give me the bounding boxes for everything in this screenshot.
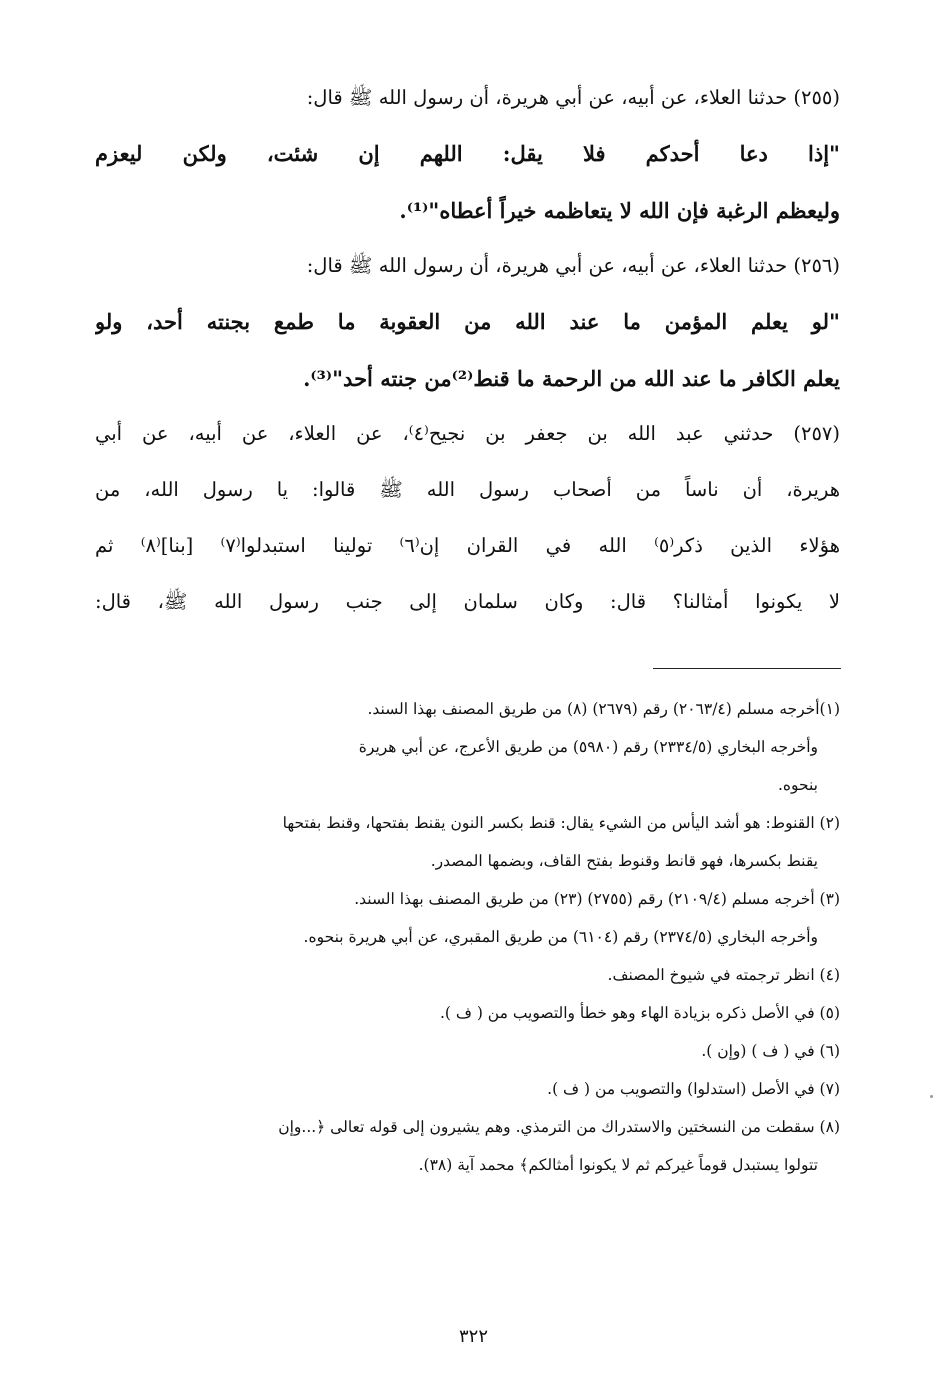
hadith-line: لا يكونوا أمثالنا؟ قال: وكان سلمان إلى جنب رسول الله ﷺ، قال: [95,590,840,613]
footnote-line: (٨) سقطت من النسختين والاستدراك من الترمذي. وهم يشيرون إلى قوله تعالى ﴿...وإن [278,1118,840,1136]
hadith-257 [95,406,840,630]
footnote-line: بنحوه. [777,776,818,794]
footnote-line: وأخرجه البخاري (٢٣٧٤/٥) رقم (٦١٠٤) من طريق المقبري، عن أبي هريرة بنحوه. [303,928,818,946]
footnote-line: (٥) في الأصل ذكره بزيادة الهاء وهو خطأ والتصويب من ( ف ). [439,1004,840,1022]
footnote-divider [653,668,841,669]
hadith-line: (٢٥٧) حدثني عبد الله بن جعفر بن نجيح⁽٤⁾، عن العلاء، عن أبيه، عن أبي [95,422,840,445]
footnote-line: تتولوا يستبدل قوماً غيركم ثم لا يكونوا أمثالكم﴾ محمد آية (٣٨). [418,1156,818,1174]
hadith-line: وليعظم الرغبة فإن الله لا يتعاظمه خيراً أعطاه"⁽¹⁾. [399,197,840,223]
footnote-line: (٦) في ( ف ) (وإن ). [701,1042,840,1060]
footnote-line: (١)أخرجه مسلم (٢٠٦٣/٤) رقم (٢٦٧٩) (٨) من طريق المصنف بهذا السند. [367,700,840,718]
footnotes [95,690,840,1184]
hadith-line: هريرة، أن ناساً من أصحاب رسول الله ﷺ قالوا: يا رسول الله، من [95,478,840,501]
hadith-256 [95,238,840,406]
footnote-line: (٧) في الأصل (استدلوا) والتصويب من ( ف ). [547,1080,840,1098]
hadith-line: (٢٥٦) حدثنا العلاء، عن أبيه، عن أبي هريرة، أن رسول الله ﷺ قال: [306,254,840,278]
scan-speck [930,1095,933,1098]
hadith-line: (٢٥٥) حدثنا العلاء، عن أبيه، عن أبي هريرة، أن رسول الله ﷺ قال: [306,86,840,110]
footnote-line: يقنط بكسرها، فهو قانط وقنوط بفتح القاف، وبضمها المصدر. [430,852,818,870]
footnote-line: (٤) انظر ترجمته في شيوخ المصنف. [607,966,840,984]
hadith-line: "لو يعلم المؤمن ما عند الله من العقوبة ما طمع بجنته أحد، ولو [95,309,840,334]
page-number: ٣٢٢ [458,1326,488,1347]
hadith-255 [95,70,840,238]
hadith-line: "إذا دعا أحدكم فلا يقل: اللهم إن شئت، ولكن ليعزم [95,141,840,166]
footnote-line: (٣) أخرجه مسلم (٢١٠٩/٤) رقم (٢٧٥٥) (٢٣) من طريق المصنف بهذا السند. [354,890,840,908]
hadith-line: هؤلاء الذين ذكر⁽٥⁾ الله في القران إن⁽٦⁾ تولينا استبدلوا⁽٧⁾ [بنا]⁽٨⁾ ثم [95,534,840,557]
hadith-line: يعلم الكافر ما عند الله من الرحمة ما قنط⁽²⁾من جنته أحد"⁽³⁾. [303,365,840,391]
footnote-line: وأخرجه البخاري (٢٣٣٤/٥) رقم (٥٩٨٠) من طريق الأعرج، عن أبي هريرة [358,738,818,756]
footnote-line: (٢) القنوط: هو أشد اليأس من الشيء يقال: قنط بكسر النون يقنط بفتحها، وقنط بفتحها [282,814,840,832]
main-text [95,70,840,630]
